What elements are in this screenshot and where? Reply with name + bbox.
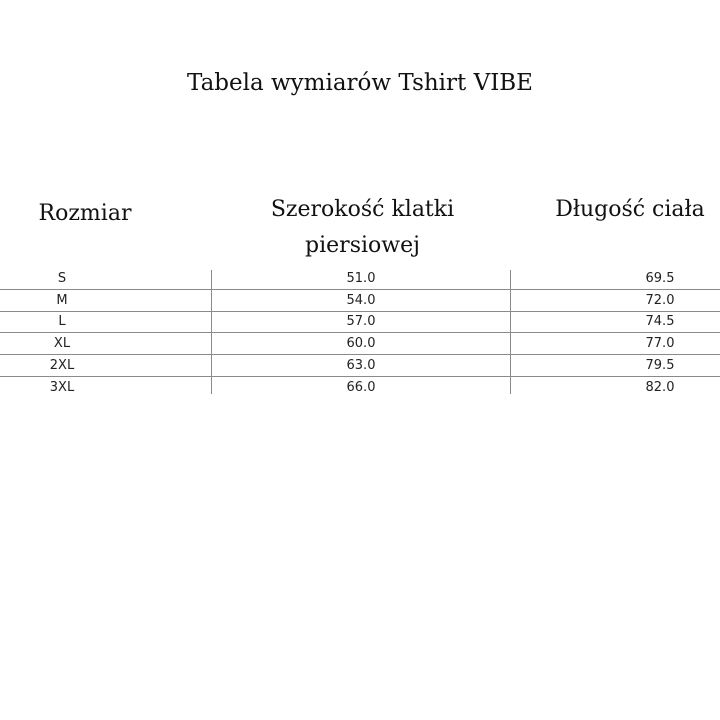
size-cell: 3XL [49,380,75,396]
header-chest-line2: piersiowej [305,233,420,258]
table-row [0,290,720,312]
size-cell: 2XL [49,358,75,374]
length-cell: 82.0 [645,380,675,396]
table-row [0,355,720,377]
page-title: Tabela wymiarów Tshirt VIBE [187,70,533,96]
header-size: Rozmiar [38,201,132,226]
size-table [0,268,720,399]
chest-cell: 63.0 [346,358,376,374]
header-chest-width [255,192,470,264]
length-cell: 72.0 [645,292,675,308]
length-cell: 79.5 [645,358,675,374]
chest-cell: 51.0 [346,270,376,286]
header-chest-line1: Szerokość klatki [270,197,455,222]
table-row [0,268,720,290]
length-cell: 69.5 [645,270,675,286]
table-row [0,333,720,355]
table-row [0,312,720,334]
chest-cell: 66.0 [346,380,376,396]
size-cell: XL [53,336,71,352]
size-cell: S [57,270,67,286]
table-row [0,377,720,399]
size-cell: L [58,314,66,330]
header-body-length: Długość ciała [555,197,705,222]
length-cell: 77.0 [645,336,675,352]
size-cell: M [56,292,68,308]
chest-cell: 54.0 [346,292,376,308]
length-cell: 74.5 [645,314,675,330]
chest-cell: 57.0 [346,314,376,330]
chest-cell: 60.0 [346,336,376,352]
